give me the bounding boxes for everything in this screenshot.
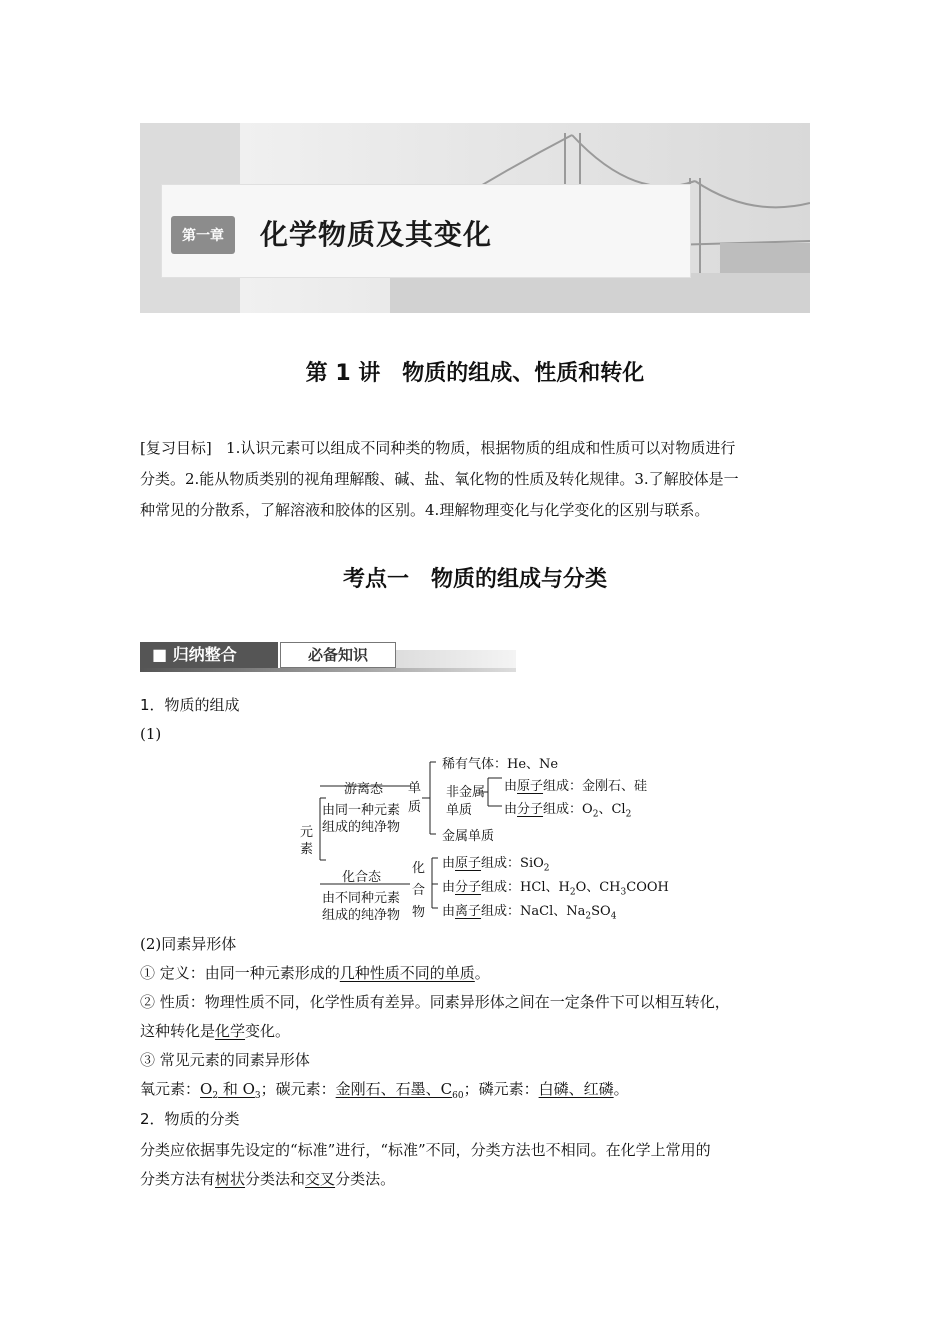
diagram-combined-cat: 化合物 xyxy=(412,861,426,920)
text-post: 组成：金刚石、硅 xyxy=(543,779,648,794)
text-post: 组成： xyxy=(481,856,521,871)
diagram-root: 元素 xyxy=(300,825,314,857)
chapter-title: 化学物质及其变化 xyxy=(260,218,493,251)
diagram-nonmetal-1: 非金属 xyxy=(446,785,486,800)
review-objectives xyxy=(140,433,810,526)
section-bar xyxy=(140,642,516,672)
text-pre: 由 xyxy=(442,856,456,871)
objectives-line-1: 1.认识元素可以组成不同种类的物质，根据物质的组成和性质可以对物质进行 xyxy=(226,439,736,457)
diagram-compound-molecule: 由分子组成：HCl、$H_2O$、$CH_3COOH$ xyxy=(442,880,669,898)
diagram-metal: 金属单质 xyxy=(442,829,495,844)
text-pre: 这种转化是 xyxy=(140,1022,216,1040)
oxygen-label: 氧元素： xyxy=(140,1080,201,1098)
chapter-badge: 第一章 xyxy=(171,216,235,254)
diagram-combined-label: 化合态 xyxy=(342,870,382,885)
text-post: 。 xyxy=(613,1080,629,1098)
phosphorus-label: ；磷元素： xyxy=(463,1080,539,1098)
underlined-text: 交叉 xyxy=(305,1170,336,1188)
phosphorus-allotropes: 白磷、红磷 xyxy=(538,1080,614,1098)
objectives-line-2: 分类。2.能从物质类别的视角理解酸、碱、盐、氧化物的性质及转化规律。3.了解胶体是一 xyxy=(140,470,739,488)
diagram-nonmetal-atom xyxy=(504,775,647,794)
text-pre: ① 定义：由同一种元素形成的 xyxy=(140,964,340,982)
carbon-label: ；碳元素： xyxy=(260,1080,336,1098)
section-bar-fade xyxy=(396,650,516,668)
lecture-title: 第 1 讲 物质的组成、性质和转化 xyxy=(305,361,645,386)
underlined-text: 化学 xyxy=(215,1022,246,1040)
oxygen-allotropes: $O_2$ 和 $O_3$ xyxy=(200,1080,261,1101)
diagram-compound-atom: 由原子组成：SiO$_2$ xyxy=(442,856,550,874)
classification-line-2 xyxy=(140,1168,395,1189)
text-pre: 由 xyxy=(442,904,456,919)
underlined-text: 原子 xyxy=(517,779,544,794)
diagram-free-label: 游离态 xyxy=(344,782,384,797)
text-post: 分类法。 xyxy=(335,1170,396,1188)
section-1-sub2: (2)同素异形体 xyxy=(140,935,237,953)
objectives-label: [复习目标] xyxy=(140,439,212,457)
diagram-combined-desc2: 组成的纯净物 xyxy=(322,908,401,923)
section-2-title: 2．物质的分类 xyxy=(140,1110,240,1128)
text-post: 组成： xyxy=(481,880,521,895)
allotrope-property-2 xyxy=(140,1020,290,1041)
composition-diagram xyxy=(290,748,670,924)
underlined-text: 几种性质不同的单质 xyxy=(339,964,475,982)
diagram-nonmetal-2: 单质 xyxy=(446,803,473,818)
allotrope-property-1: ② 性质：物理性质不同，化学性质有差异。同素异形体之间在一定条件下可以相互转化， xyxy=(140,993,730,1011)
underlined-text: 分子 xyxy=(517,802,544,817)
allotrope-definition xyxy=(140,962,490,983)
text-post: 变化。 xyxy=(245,1022,291,1040)
chapter-banner xyxy=(140,123,810,313)
text-mid: 分类法和 xyxy=(245,1170,306,1188)
carbon-allotropes-text: 金刚石、石墨、C xyxy=(335,1080,453,1098)
classification-line-1: 分类应依据事先设定的“标准”进行，“标准”不同，分类方法也不相同。在化学上常用的 xyxy=(140,1141,711,1159)
diagram-compound-ion: 由离子组成：NaCl、$Na_2SO_4$ xyxy=(442,904,617,922)
diagram-noble-gas: 稀有气体：He、Ne xyxy=(442,757,559,772)
underlined-text: 树状 xyxy=(215,1170,246,1188)
common-allotropes-list xyxy=(140,1078,629,1101)
underlined-text: 分子 xyxy=(455,880,482,895)
diagram-combined-desc1: 由不同种元素 xyxy=(322,891,401,906)
section-bar-sub: 必备知识 xyxy=(280,642,396,668)
kaodian-title: 考点一 物质的组成与分类 xyxy=(342,567,607,592)
diagram-free-cat: 单质 xyxy=(408,781,422,815)
diagram-free-desc2: 组成的纯净物 xyxy=(322,820,401,835)
carbon-allotropes: 金刚石、石墨、$C_{60}$ xyxy=(335,1080,464,1101)
diagram-free-desc1: 由同一种元素 xyxy=(322,803,401,818)
text-pre: 由 xyxy=(504,779,518,794)
text-post: 组成： xyxy=(481,904,521,919)
section-bar-underline xyxy=(140,668,516,672)
text-pre: 由 xyxy=(504,802,518,817)
text-pre: 分类方法有 xyxy=(140,1170,216,1188)
common-allotropes-title: ③ 常见元素的同素异形体 xyxy=(140,1051,310,1069)
text-pre: 由 xyxy=(442,880,456,895)
section-bar-main: ■ 归纳整合 xyxy=(140,642,278,668)
underlined-text: 离子 xyxy=(455,904,482,919)
section-1-sub1: (1) xyxy=(140,725,162,743)
objectives-line-3: 种常见的分散系，了解溶液和胶体的区别。4.理解物理变化与化学变化的区别与联系。 xyxy=(140,501,710,519)
text-post: 。 xyxy=(474,964,490,982)
underlined-text: 原子 xyxy=(455,856,482,871)
text-post: 组成： xyxy=(543,802,583,817)
section-1-title: 1．物质的组成 xyxy=(140,696,240,714)
diagram-nonmetal-molecule: 由分子组成：$O_2$、$Cl_2$ xyxy=(504,802,632,820)
